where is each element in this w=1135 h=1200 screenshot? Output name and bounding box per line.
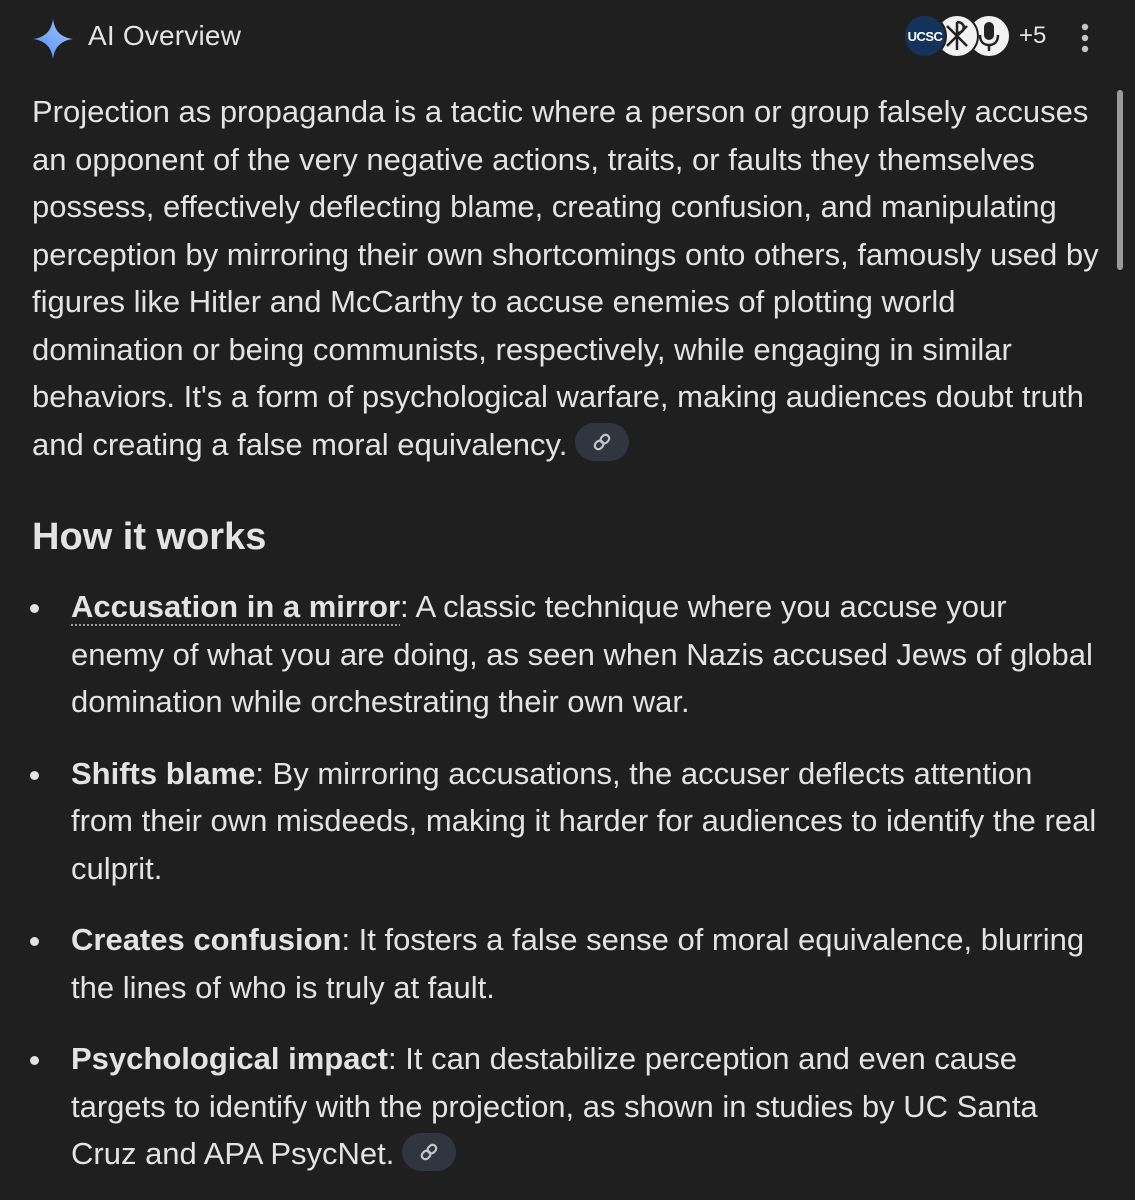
- ai-overview-title: AI Overview: [88, 20, 242, 51]
- section-heading: How it works: [32, 516, 267, 558]
- bullet-text: : By mirroring accusations, the accuser deflects attention from their own misdeeds, making it harder for audiences to identify the real culprit.: [71, 755, 1097, 886]
- bullet-dot: [30, 604, 39, 613]
- source-count[interactable]: +5: [1019, 22, 1047, 49]
- bullet-term: Shifts blame: [71, 755, 256, 791]
- overview-intro: [32, 88, 1107, 468]
- source-avatar-ucsc-label: UCSC: [907, 28, 943, 44]
- bullet-text: : It fosters a false sense of moral equivalence, blurring the lines of who is truly at fault.: [71, 922, 1085, 1005]
- link-icon: [418, 1141, 440, 1163]
- bullet-dot: [30, 937, 39, 946]
- bullet-text: : It can destabilize perception and even cause targets to identify with the projection, as shown in studies by UC Santa Cruz and APA PsycNet.: [71, 1041, 1038, 1171]
- link-icon: [591, 431, 613, 453]
- bullet-dot: [30, 771, 39, 780]
- bullet-dot: [30, 1056, 39, 1065]
- sparkle-icon: [31, 17, 75, 61]
- list-item: [0, 916, 1100, 1011]
- source-avatar-ucsc[interactable]: [903, 14, 947, 58]
- citation-link-chip[interactable]: [575, 423, 629, 461]
- list-item: [0, 583, 1100, 726]
- overview-intro-text: Projection as propaganda is a tactic where a person or group falsely accuses an opponent of the very negative actions, traits, or faults they themselves possess, effectively deflecting blame, creating confusion, and manipulating perception by mirroring their own shortcomings onto others, famously used by figures like Hitler and McCarthy to accuse enemies of plotting world domination or being communists, respectively, while engaging in similar behaviors. It's a form of psychological warfare, making audiences doubt truth and creating a false moral equivalency.: [32, 94, 1099, 462]
- citation-link-chip[interactable]: [402, 1133, 456, 1171]
- more-vert-icon[interactable]: [1073, 20, 1097, 56]
- bullet-term: Psychological impact: [71, 1041, 388, 1076]
- source-avatars[interactable]: [903, 14, 1046, 58]
- bullet-term: Creates confusion: [71, 922, 342, 957]
- list-item: [0, 750, 1100, 893]
- list-item: [0, 1035, 1100, 1178]
- scrollbar-thumb[interactable]: [1117, 90, 1123, 270]
- ai-overview-header: [0, 0, 1135, 74]
- how-it-works-list: [0, 583, 1135, 1200]
- bullet-text: : A classic technique where you accuse your enemy of what you are doing, as seen when Nazis accused Jews of global domination while orchestrating their own war.: [71, 589, 1093, 719]
- term-link[interactable]: Accusation in a mirror: [71, 589, 401, 624]
